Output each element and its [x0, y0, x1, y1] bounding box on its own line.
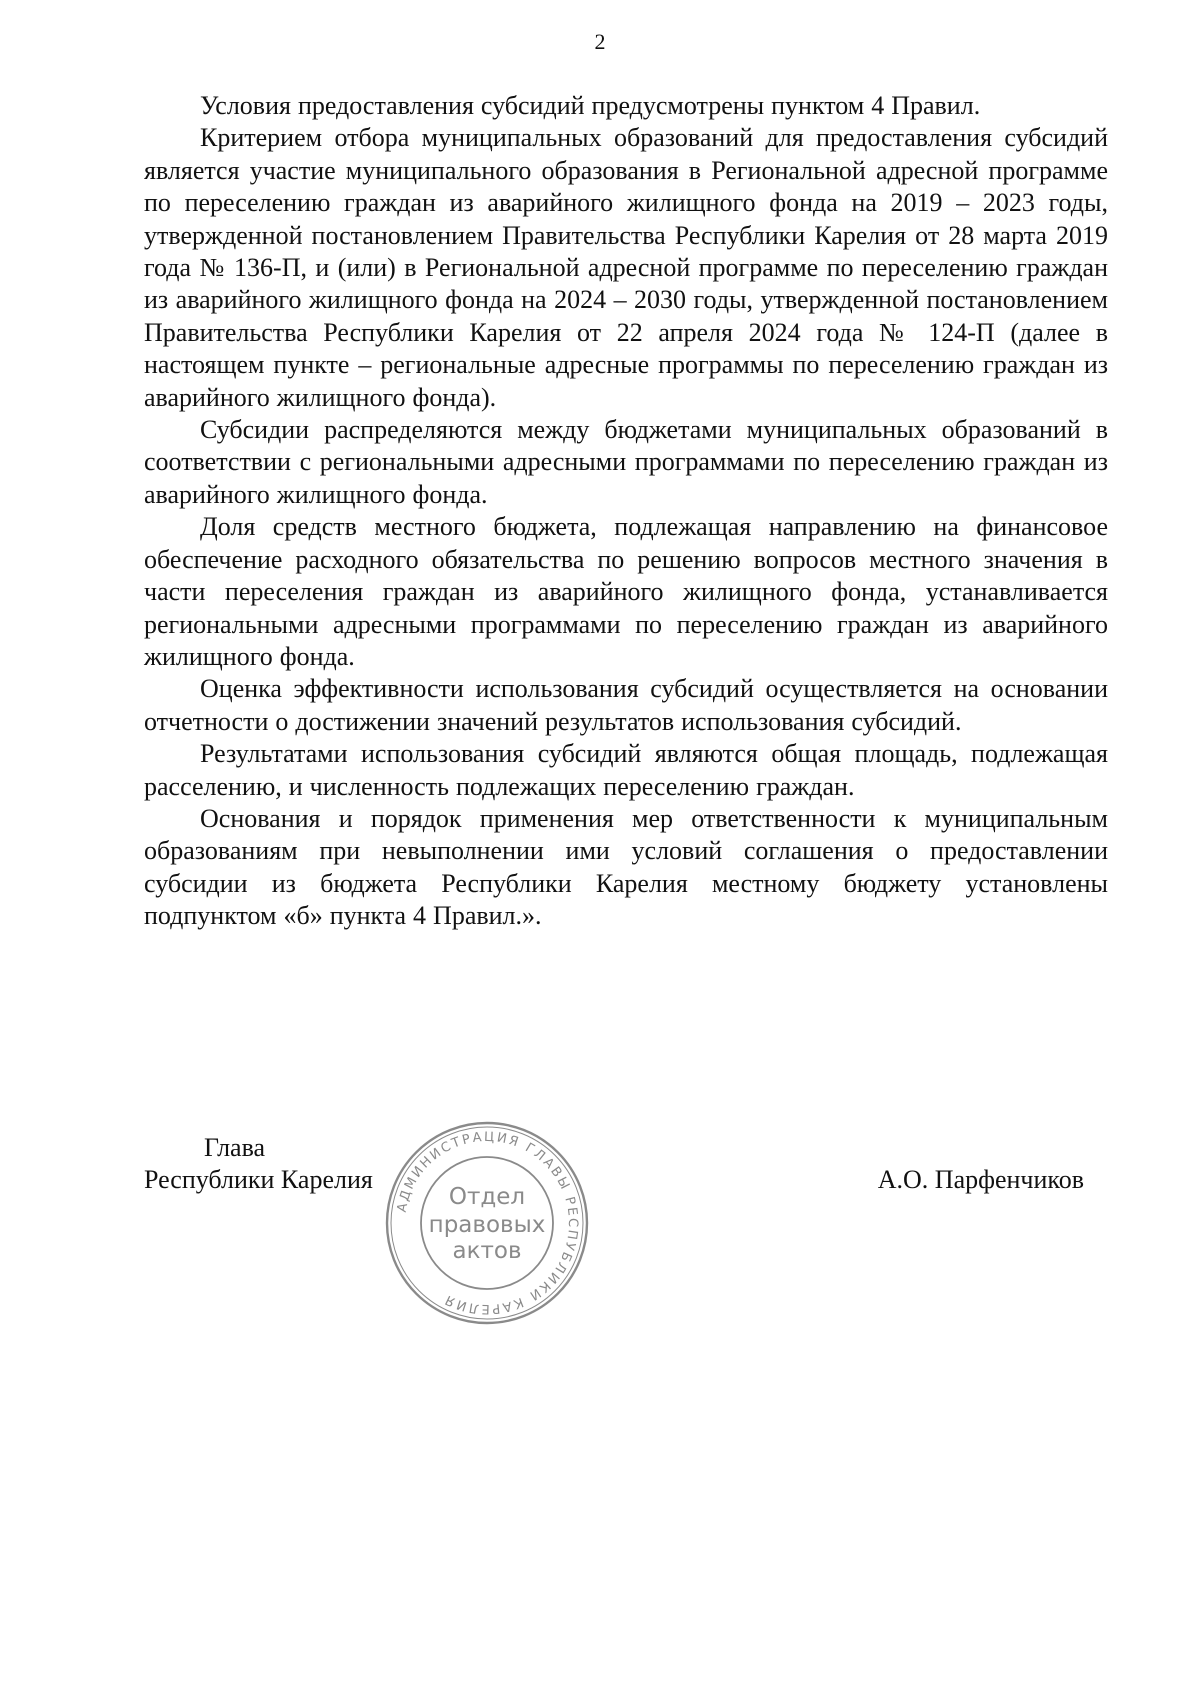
signature-block	[144, 1118, 1108, 1358]
signatory-title-line1: Глава	[204, 1133, 266, 1162]
document-body	[144, 90, 1108, 933]
paragraph-subsidy-results: Результатами использования субсидий являются общая площадь, подлежащая расселению, и численность подлежащих переселению граждан.	[144, 739, 1108, 801]
stamp-center-line1: Отдел	[448, 1184, 526, 1210]
paragraph-selection-criterion: Критерием отбора муниципальных образований для предоставления субсидий является участие муниципального образования в Региональной адресной программе по переселению граждан из аварийного жилищного фонда на 2019 – 2023 годы, утвержденной постановлением Правительства Республики Карелия от 28 марта 2019 года № 136-П, и (или) в Региональной адресной программе по переселению граждан из аварийного жилищного фонда на 2024 – 2030 годы, утвержденной постановлением Правительства Республики Карелия от 22 апреля 2024 года № 124-П (далее в настоящем пункте – региональные адресные программы по переселению граждан из аварийного жилищного фонда).	[144, 123, 1108, 412]
stamp-center-line3: актов	[452, 1238, 522, 1264]
paragraph-liability-measures: Основания и порядок применения мер ответственности к муниципальным образованиям при невыполнении ими условий соглашения о предоставлении субсидии из бюджета Республики Карелия местному бюджету установлены подпунктом «б» пункта 4 Правил.».	[144, 803, 1108, 931]
paragraph-subsidy-distribution: Субсидии распределяются между бюджетами муниципальных образований в соответствии с региональными адресными программами по переселению граждан из аварийного жилищного фонда.	[144, 415, 1108, 509]
signatory-name: А.О. Парфенчиков	[877, 1165, 1084, 1194]
signatory-title-line2: Республики Карелия	[144, 1165, 373, 1194]
signatory-title	[144, 1132, 373, 1196]
stamp-center-line2: правовых	[428, 1212, 546, 1238]
page-number: 2	[594, 29, 606, 54]
paragraph-efficiency-assessment: Оценка эффективности использования субсидий осуществляется на основании отчетности о достижении значений результатов использования субсидий.	[144, 674, 1108, 736]
paragraph-subsidy-conditions: Условия предоставления субсидий предусмотрены пунктом 4 Правил.	[200, 91, 981, 120]
official-stamp	[382, 1118, 592, 1328]
stamp-ring-text: АДМИНИСТРАЦИЯ ГЛАВЫ РЕСПУБЛИКИ КАРЕЛИЯ	[394, 1129, 581, 1317]
paragraph-local-budget-share: Доля средств местного бюджета, подлежащая направлению на финансовое обеспечение расходного обязательства по решению вопросов местного значения в части переселения граждан из аварийного жилищного фонда, устанавливается региональными адресными программами по переселению граждан из аварийного жилищного фонда.	[144, 512, 1108, 671]
